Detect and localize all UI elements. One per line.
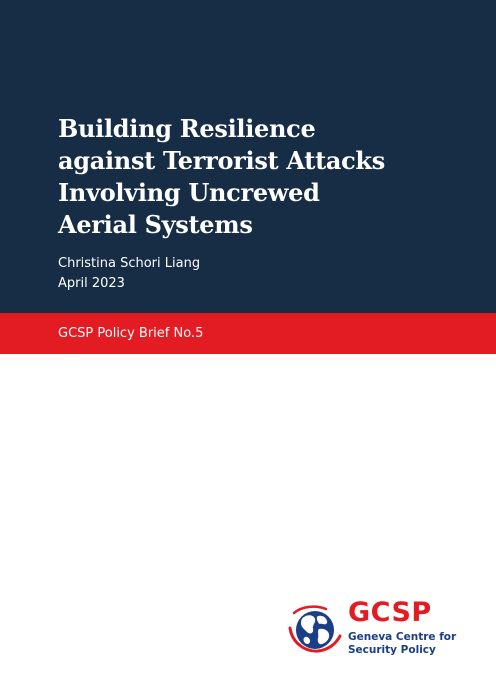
series-band bbox=[0, 313, 496, 354]
logo-wordmark: GCSP bbox=[348, 597, 432, 628]
author-name: Christina Schori Liang bbox=[58, 256, 201, 271]
title-line: Involving Uncrewed bbox=[58, 178, 320, 207]
title-line: against Terrorist Attacks bbox=[58, 146, 385, 175]
title-line: Building Resilience bbox=[58, 114, 316, 143]
document-title bbox=[58, 113, 458, 241]
publication-date: April 2023 bbox=[58, 276, 125, 291]
gcsp-logo bbox=[288, 598, 458, 660]
series-label: GCSP Policy Brief No.5 bbox=[58, 326, 204, 341]
logo-name-line: Security Policy bbox=[348, 644, 436, 656]
cover-header bbox=[0, 0, 496, 313]
logo-name-line: Geneva Centre for bbox=[348, 631, 457, 643]
title-line: Aerial Systems bbox=[58, 210, 253, 239]
logo-organization-name bbox=[348, 631, 456, 657]
globe-with-swoosh-icon bbox=[288, 604, 342, 654]
